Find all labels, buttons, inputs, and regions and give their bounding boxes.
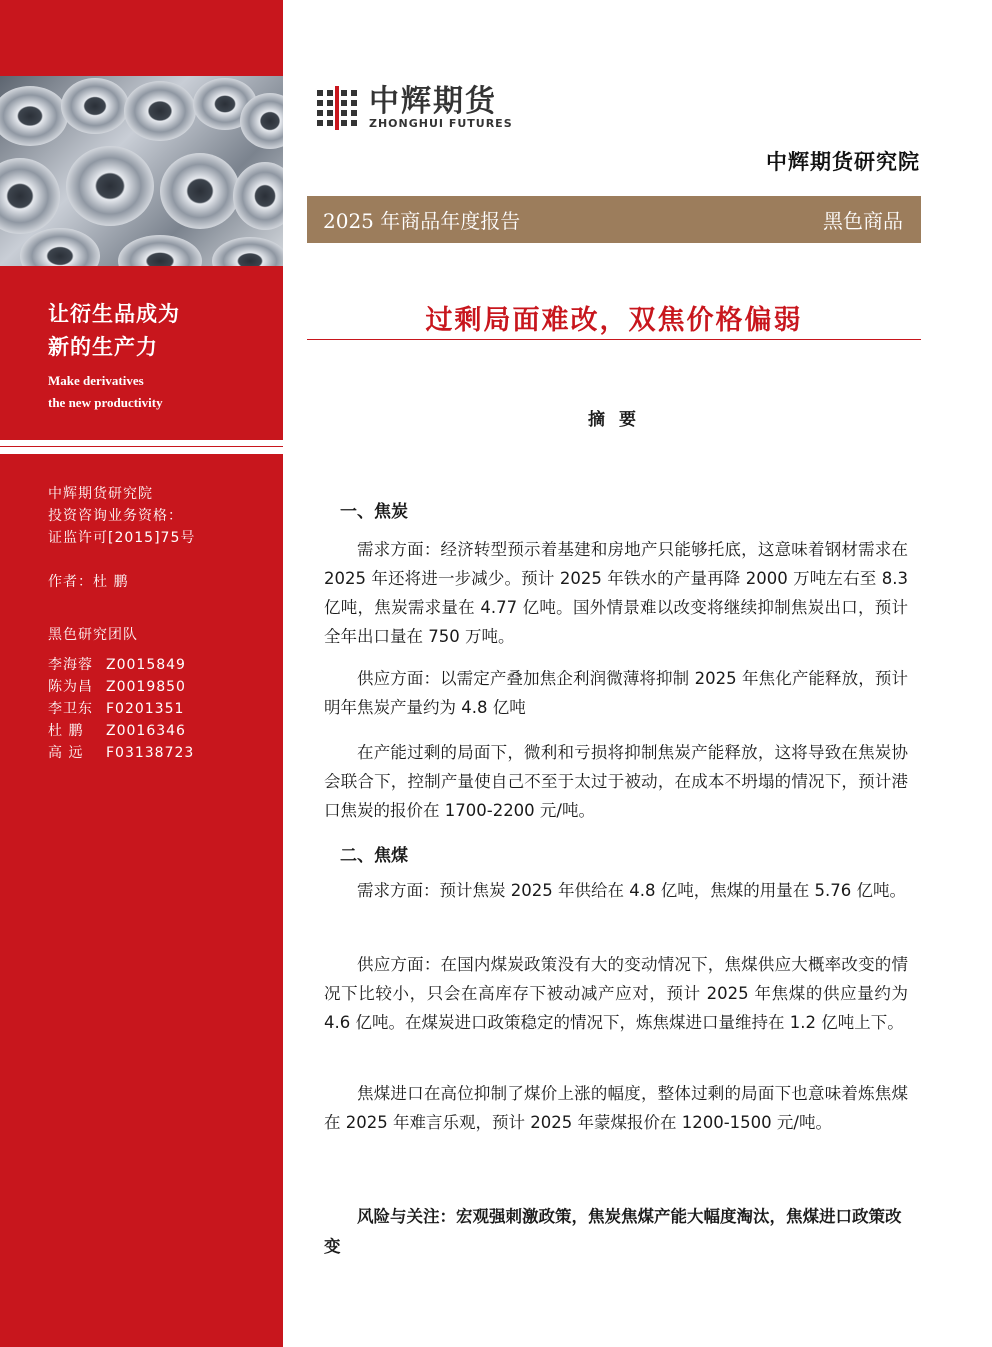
paragraph-coke-demand: 需求方面：经济转型预示着基建和房地产只能够托底，这意味着钢材需求在 2025 年还将进一步减少。预计 2025 年铁水的产量再降 2000 万吨左右至 8.3 亿吨，焦炭需求量在 4.77 亿吨。国外情景难以改变将继续抑制焦炭出口，预计全年出口量在 750 万吨。 <box>324 540 908 646</box>
author: 作者：杜 鹏 <box>48 574 129 590</box>
member-name: 李卫东 <box>48 701 93 717</box>
page-title: 过剩局面难改，双焦价格偏弱 <box>425 305 803 336</box>
risk-note: 风险与关注：宏观强刺激政策，焦炭焦煤产能大幅度淘汰，焦煤进口政策改变 <box>324 1207 902 1256</box>
team-member <box>48 742 194 764</box>
member-id: F03138723 <box>106 745 195 761</box>
steel-coils-image <box>0 76 283 266</box>
paragraph-coal-outlook: 焦煤进口在高位抑制了煤价上涨的幅度，整体过剩的局面下也意味着炼焦煤在 2025 年难言乐观，预计 2025 年蒙煤报价在 1200-1500 元/吨。 <box>324 1084 908 1132</box>
report-type: 2025 年商品年度报告 <box>323 209 521 233</box>
team-title: 黑色研究团队 <box>48 627 138 643</box>
title-underline <box>307 339 921 340</box>
report-type-bar <box>307 196 921 243</box>
slogan-chinese: 让衍生品成为 新的生产力 <box>48 302 180 359</box>
member-name: 陈为昌 <box>48 679 93 695</box>
team-member <box>48 698 194 720</box>
sidebar-lower-block <box>0 934 283 1347</box>
sidebar-divider <box>0 440 283 454</box>
brand-logo <box>315 83 513 130</box>
license-number: 证监许可[2015]75号 <box>48 530 196 546</box>
paragraph-coke-outlook: 在产能过剩的局面下，微利和亏损将抑制焦炭产能释放，这将导致在焦炭协会联合下，控制产量使自己不至于太过于被动，在成本不坍塌的情况下，预计港口焦炭的报价在 1700-2200 元/吨。 <box>324 743 908 820</box>
slogan-english: Make derivatives the new productivity <box>48 373 163 410</box>
member-id: F0201351 <box>106 701 185 717</box>
member-id: Z0016346 <box>106 723 186 739</box>
member-name: 高 远 <box>48 745 84 761</box>
member-name: 杜 鹏 <box>48 723 84 739</box>
member-id: Z0019850 <box>106 679 186 695</box>
brand-name-en: ZHONGHUI FUTURES <box>369 116 513 130</box>
section-heading-coking-coal: 二、焦煤 <box>340 846 408 866</box>
team-section <box>48 624 194 764</box>
team-member <box>48 720 194 742</box>
member-id: Z0015849 <box>106 657 186 673</box>
paragraph-coke-supply: 供应方面：以需定产叠加焦企利润微薄将抑制 2025 年焦化产能释放，预计明年焦炭产量约为 4.8 亿吨 <box>324 669 908 717</box>
team-member <box>48 676 194 698</box>
license-label: 投资咨询业务资格： <box>48 508 183 524</box>
sidebar-divider-line <box>0 446 283 447</box>
abstract-heading: 摘 要 <box>588 410 640 430</box>
paragraph-coal-demand: 需求方面：预计焦炭 2025 年供给在 4.8 亿吨，焦煤的用量在 5.76 亿吨。 <box>357 881 906 900</box>
logo-grid-icon <box>315 86 359 130</box>
paragraph-coal-supply: 供应方面：在国内煤炭政策没有大的变动情况下，焦煤供应大概率改变的情况下比较小，只会在高库存下被动减产应对，预计 2025 年焦煤的供应量约为 4.6 亿吨。在煤炭进口政策稳定的情况下，炼焦煤进口量维持在 1.2 亿吨上下。 <box>324 955 908 1032</box>
sidebar-org-info <box>48 483 195 549</box>
org-name: 中辉期货研究院 <box>48 486 153 502</box>
section-heading-coke: 一、焦炭 <box>340 502 408 522</box>
brand-name-cn: 中辉期货 <box>369 83 497 119</box>
institute-name: 中辉期货研究院 <box>766 149 920 174</box>
member-name: 李海蓉 <box>48 657 93 673</box>
team-member <box>48 654 194 676</box>
report-category: 黑色商品 <box>823 209 903 233</box>
